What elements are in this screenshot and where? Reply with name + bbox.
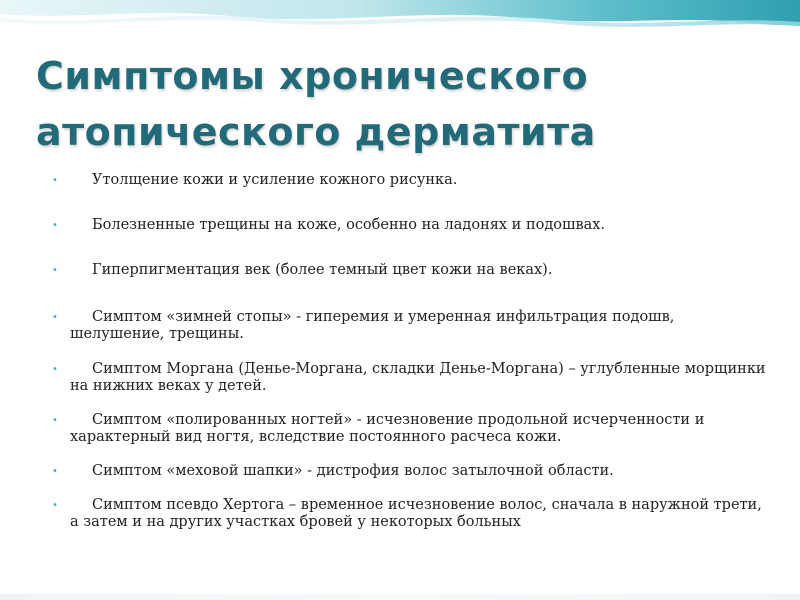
list-item [48,309,768,343]
bottom-decoration [0,594,800,600]
bullet-icon: • [52,265,58,276]
bullet-icon: • [52,312,58,323]
bullet-icon: • [52,364,58,375]
list-item [48,412,768,446]
slide-title [36,48,776,160]
list-item-text: Болезненные трещины на коже, особенно на ладонях и подошвах. [92,217,606,233]
bullet-icon: • [52,466,58,477]
slide-title-line-2: атопического дерматита [36,110,596,154]
bullet-icon: • [52,220,58,231]
bullet-icon: • [52,175,58,186]
list-item [48,497,768,531]
list-item-text: Симптом «меховой шапки» - дистрофия волос затылочной области. [92,463,614,479]
symptom-list [48,172,768,531]
list-item [48,172,768,189]
wave-header-decoration [0,0,800,40]
list-item [48,361,768,395]
bullet-icon: • [52,415,58,426]
list-item-text: Симптом псевдо Хертога – временное исчезновение волос, сначала в наружной трети, а затем и на других участках бровей у некоторых больных [70,497,762,530]
list-item-text: Гиперпигментация век (более темный цвет кожи на веках). [92,262,553,278]
list-item [48,463,768,480]
list-item [48,262,768,279]
list-item-text: Симптом Моргана (Денье-Моргана, складки Денье-Моргана) – углубленные морщинки на нижних веках у детей. [70,361,766,394]
list-item-text: Утолщение кожи и усиление кожного рисунка. [92,172,458,188]
list-item [48,217,768,234]
bullet-icon: • [52,500,58,511]
list-item-text: Симптом «полированных ногтей» - исчезновение продольной исчерченности и характерный вид ногтя, вследствие постоянного расчеса кожи. [70,412,705,445]
list-item-text: Симптом «зимней стопы» - гиперемия и умеренная инфильтрация подошв, шелушение, трещины. [70,309,675,342]
slide-title-line-1: Симптомы хронического [36,54,589,98]
